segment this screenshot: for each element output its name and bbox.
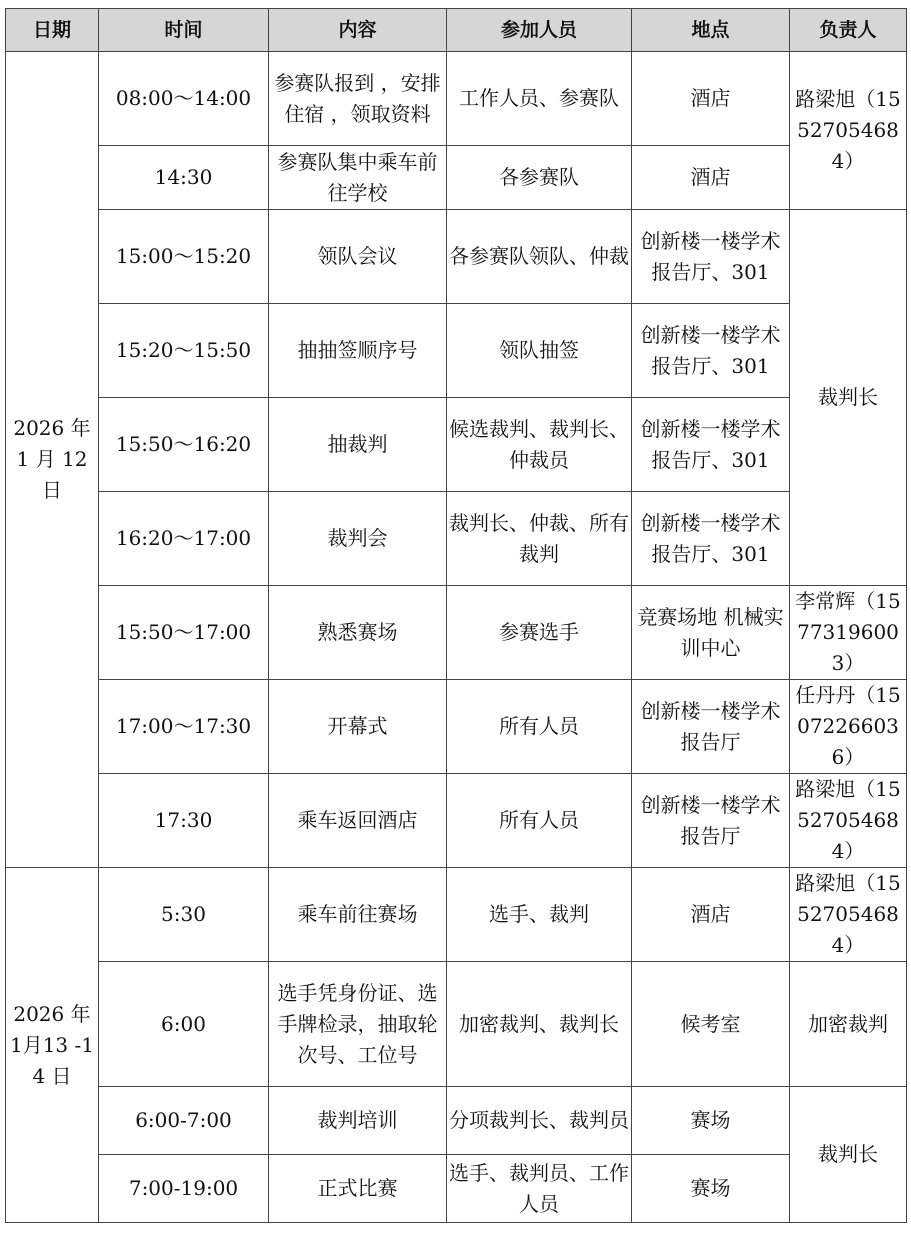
owner-cell: 路梁旭（15527054684） — [790, 774, 907, 868]
header-participants: 参加人员 — [447, 9, 632, 52]
location-cell: 酒店 — [632, 868, 790, 962]
owner-cell: 任丹丹（15072266036） — [790, 680, 907, 774]
owner-cell: 裁判长 — [790, 1087, 907, 1223]
time-cell: 15:50～17:00 — [99, 586, 269, 680]
time-cell: 08:00～14:00 — [99, 52, 269, 146]
location-cell: 赛场 — [632, 1087, 790, 1155]
location-cell: 创新楼一楼学术报告厅 — [632, 680, 790, 774]
table-row — [6, 146, 907, 210]
location-cell: 酒店 — [632, 52, 790, 146]
participants-cell: 裁判长、仲裁、所有裁判 — [447, 492, 632, 586]
content-cell: 乘车前往赛场 — [269, 868, 447, 962]
participants-cell: 所有人员 — [447, 774, 632, 868]
participants-cell: 领队抽签 — [447, 304, 632, 398]
header-location: 地点 — [632, 9, 790, 52]
location-cell: 赛场 — [632, 1155, 790, 1223]
location-cell: 候考室 — [632, 962, 790, 1087]
participants-cell: 选手、裁判 — [447, 868, 632, 962]
table-row — [6, 962, 907, 1087]
table-row — [6, 210, 907, 304]
location-cell: 创新楼一楼学术报告厅、301 — [632, 398, 790, 492]
content-cell: 领队会议 — [269, 210, 447, 304]
content-cell: 乘车返回酒店 — [269, 774, 447, 868]
participants-cell: 各参赛队领队、仲裁 — [447, 210, 632, 304]
table-row — [6, 774, 907, 868]
schedule-table — [5, 8, 907, 1223]
location-cell: 酒店 — [632, 146, 790, 210]
owner-cell: 路梁旭（15527054684） — [790, 52, 907, 210]
content-cell: 正式比赛 — [269, 1155, 447, 1223]
participants-cell: 分项裁判长、裁判员 — [447, 1087, 632, 1155]
time-cell: 15:50～16:20 — [99, 398, 269, 492]
content-cell: 抽裁判 — [269, 398, 447, 492]
participants-cell: 所有人员 — [447, 680, 632, 774]
time-cell: 6:00-7:00 — [99, 1087, 269, 1155]
date-cell-day2: 2026 年1月13 -14 日 — [6, 868, 99, 1223]
participants-cell: 参赛选手 — [447, 586, 632, 680]
table-row — [6, 1087, 907, 1155]
location-cell: 创新楼一楼学术报告厅、301 — [632, 304, 790, 398]
header-owner: 负责人 — [790, 9, 907, 52]
time-cell: 7:00-19:00 — [99, 1155, 269, 1223]
time-cell: 5:30 — [99, 868, 269, 962]
owner-cell: 加密裁判 — [790, 962, 907, 1087]
content-cell: 开幕式 — [269, 680, 447, 774]
time-cell: 14:30 — [99, 146, 269, 210]
content-cell: 裁判培训 — [269, 1087, 447, 1155]
location-cell: 创新楼一楼学术报告厅、301 — [632, 492, 790, 586]
participants-cell: 选手、裁判员、工作人员 — [447, 1155, 632, 1223]
table-row — [6, 868, 907, 962]
table-row — [6, 52, 907, 146]
content-cell: 抽抽签顺序号 — [269, 304, 447, 398]
owner-cell: 裁判长 — [790, 210, 907, 586]
content-cell: 参赛队集中乘车前往学校 — [269, 146, 447, 210]
table-row — [6, 680, 907, 774]
time-cell: 15:00～15:20 — [99, 210, 269, 304]
participants-cell: 各参赛队 — [447, 146, 632, 210]
location-cell: 竞赛场地 机械实训中心 — [632, 586, 790, 680]
participants-cell: 加密裁判、裁判长 — [447, 962, 632, 1087]
header-content: 内容 — [269, 9, 447, 52]
time-cell: 16:20～17:00 — [99, 492, 269, 586]
location-cell: 创新楼一楼学术报告厅 — [632, 774, 790, 868]
content-cell: 熟悉赛场 — [269, 586, 447, 680]
table-row — [6, 398, 907, 492]
time-cell: 17:30 — [99, 774, 269, 868]
time-cell: 17:00～17:30 — [99, 680, 269, 774]
content-cell: 参赛队报到 ，安排住宿 ，领取资料 — [269, 52, 447, 146]
time-cell: 6:00 — [99, 962, 269, 1087]
owner-cell: 路梁旭（15527054684） — [790, 868, 907, 962]
header-time: 时间 — [99, 9, 269, 52]
table-row — [6, 492, 907, 586]
participants-cell: 候选裁判、裁判长、仲裁员 — [447, 398, 632, 492]
location-cell: 创新楼一楼学术报告厅、301 — [632, 210, 790, 304]
table-row — [6, 586, 907, 680]
owner-cell: 李常辉（15773196003） — [790, 586, 907, 680]
content-cell: 选手凭身份证、选手牌检录，抽取轮次号、工位号 — [269, 962, 447, 1087]
content-cell: 裁判会 — [269, 492, 447, 586]
participants-cell: 工作人员、参赛队 — [447, 52, 632, 146]
header-date: 日期 — [6, 9, 99, 52]
table-row — [6, 304, 907, 398]
time-cell: 15:20～15:50 — [99, 304, 269, 398]
table-row — [6, 1155, 907, 1223]
date-cell-day1: 2026 年 1 月 12 日 — [6, 52, 99, 868]
header-row — [6, 9, 907, 52]
